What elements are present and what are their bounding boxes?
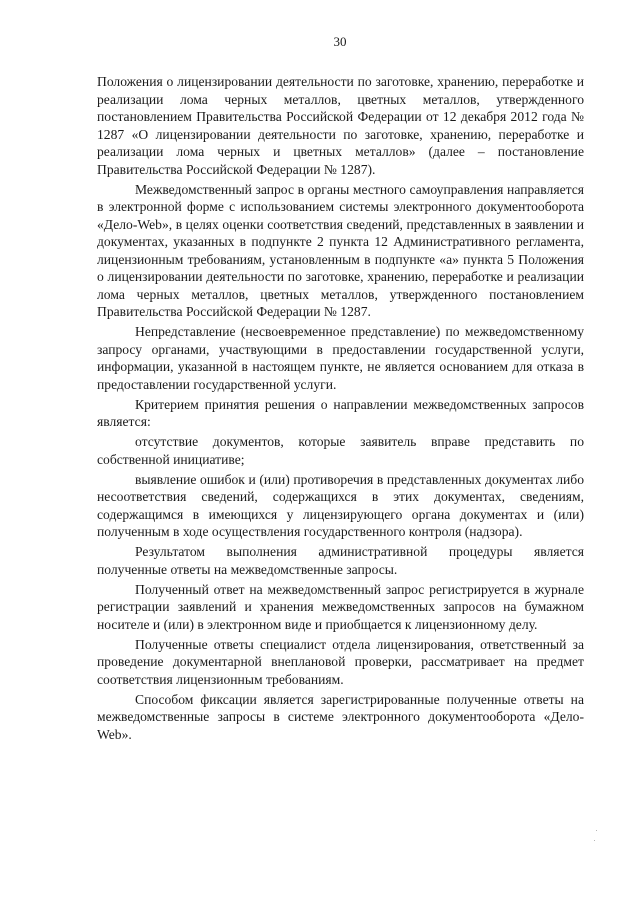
- paragraph: Непредставление (несвоевременное представление) по межведомственному запросу органами, участвующими в предоставлении государственной услуги, информации, указанной в настоящем пункте, не является основанием для отказа в предоставлении государственной услуги.: [97, 324, 584, 392]
- paragraph: Результатом выполнения административной процедуры является полученные ответы на межведомственные запросы.: [97, 544, 584, 577]
- paragraph: выявление ошибок и (или) противоречия в представленных документах либо несоответствия сведений, содержащихся в этих документах, сведениям, содержащимся в имеющихся у лицензирующего органа документах и (или) полученным в ходе осуществления государственного контроля (надзора).: [97, 471, 584, 539]
- paragraph: Способом фиксации является зарегистрированные полученные ответы на межведомственные запросы в системе электронного документооборота «Дело-Web».: [97, 691, 584, 742]
- paragraph: Положения о лицензировании деятельности по заготовке, хранению, переработке и реализации лома черных металлов, цветных металлов, утвержденного постановлением Правительства Российской Федерации от 12 декабря 2012 года № 1287 «О лицензировании деятельности по заготовке, хранению, переработке и реализации лома черных и цветных металлов» (далее – постановление Правительства Российской Федерации № 1287).: [97, 74, 584, 177]
- scan-speck: [594, 840, 595, 841]
- paragraph: Межведомственный запрос в органы местного самоуправления направляется в электронной форме с использованием системы электронного документооборота «Дело-Web», в целях оценки соответствия сведений, представленных в заявлении и документах, указанных в подпункте 2 пункта 12 Административного регламента, лицензионным требованиям, установленным в подпункте «а» пункта 5 Положения о лицензировании деятельности по заготовке, хранению, переработке и реализации лома черных металлов, цветных металлов, утвержденного постановлением Правительства Российской Федерации № 1287.: [97, 181, 584, 319]
- paragraph: Полученные ответы специалист отдела лицензирования, ответственный за проведение документарной внеплановой проверки, рассматривает на предмет соответствия лицензионным требованиям.: [97, 636, 584, 687]
- document-body: [97, 73, 584, 746]
- page-number: 30: [333, 34, 347, 49]
- paragraph: отсутствие документов, которые заявитель вправе представить по собственной инициативе;: [97, 434, 584, 467]
- paragraph: Критерием принятия решения о направлении межведомственных запросов является:: [97, 396, 584, 429]
- paragraph: Полученный ответ на межведомственный запрос регистрируется в журнале регистрации заявлений и хранения межведомственных запросов на бумажном носителе и (или) в электронном виде и приобщается к лицензионному делу.: [97, 581, 584, 632]
- scan-speck: [596, 830, 597, 831]
